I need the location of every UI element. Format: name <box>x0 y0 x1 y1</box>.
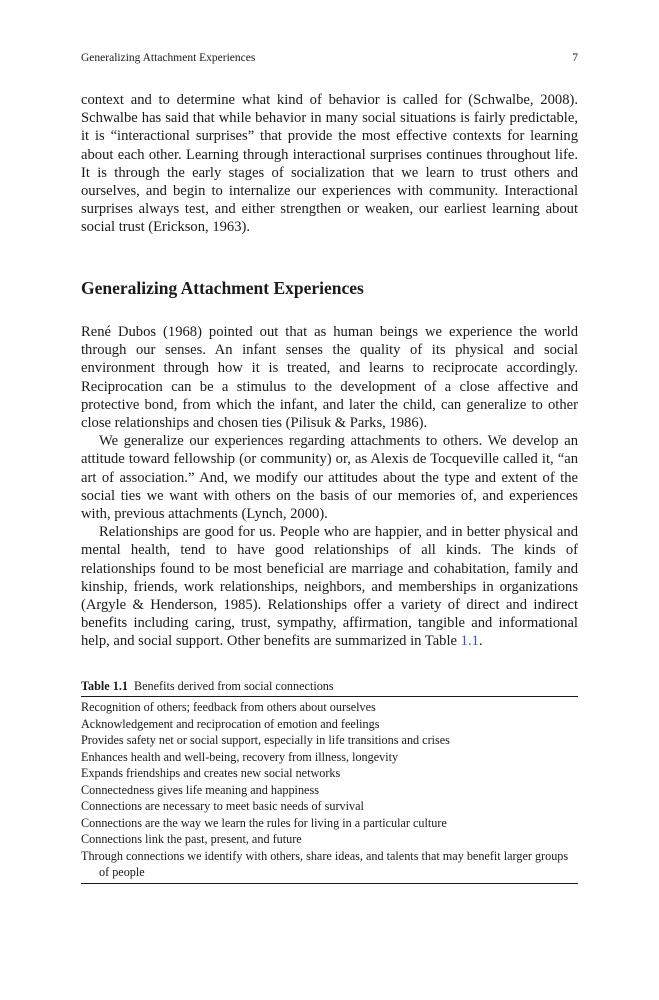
table-row: Recognition of others; feedback from others about ourselves <box>81 700 376 714</box>
table-reference-link[interactable]: 1.1 <box>460 633 479 650</box>
paragraph-4-end: . <box>478 633 483 650</box>
table-rows <box>81 697 578 884</box>
paragraph-3: We generalize our experiences regarding attachments to others. We develop an attitude toward fellowship (or community) or, as Alexis de Tocqueville called it, “an art of association.” And, we modify our attitudes about the type and extent of the social ties we want with others on the basis of our memories of, and experiences with, previous attachments (Lynch, 2000). <box>81 433 578 523</box>
table-row: Through connections we identify with others, share ideas, and talents that may benefit larger groups of people <box>81 848 569 879</box>
table-row: Enhances health and well-being, recovery from illness, longevity <box>81 749 399 764</box>
table-label: Table 1.1 <box>81 679 128 693</box>
section-body <box>81 323 578 651</box>
paragraph-4 <box>81 523 578 650</box>
table-caption <box>81 679 578 697</box>
paragraph-4-text: Relationships are good for us. People who are happier, and in better physical and mental health, tend to have good relationships of all kinds. The kinds of relationships found to be most beneficial are marriage and cohabitation, family and kinship, friends, work relationships, neighbors, and memberships in organizations (Argyle & Henderson, 1985). Relationships offer a variety of direct and indirect benefits including caring, trust, sympathy, affirmation, tangible and informational help, and social support. Other benefits are summarized in Table <box>81 524 578 650</box>
table-row: Connections are necessary to meet basic needs of survival <box>81 799 364 813</box>
running-head <box>81 52 578 64</box>
table-caption-text: Benefits derived from social connections <box>133 679 334 693</box>
section-heading: Generalizing Attachment Experiences <box>81 278 364 298</box>
table-row: Connectedness gives life meaning and happiness <box>81 782 319 797</box>
table-row: Acknowledgement and reciprocation of emotion and feelings <box>81 716 380 731</box>
paragraph-2: René Dubos (1968) pointed out that as human beings we experience the world through our senses. An infant senses the quality of its physical and social environment through how it is treated, and learns to reciprocate accordingly. Reciprocation can be a stimulus to the development of a close affective and protective bond, from which the infant, and later the child, can generalize to other close relationships and chosen ties (Pilisuk & Parks, 1986). <box>81 324 578 432</box>
table-row: Expands friendships and creates new social networks <box>81 766 341 780</box>
table-1-1 <box>81 679 578 884</box>
table-row: Connections link the past, present, and future <box>81 832 302 846</box>
page-number: 7 <box>572 52 578 64</box>
table-row: Connections are the way we learn the rules for living in a particular culture <box>81 815 447 830</box>
paragraph-1: context and to determine what kind of behavior is called for (Schwalbe, 2008). Schwalbe has said that while behavior in many social situations is fairly predictable, it is “interactional surprises” that provide the most effective contexts for learning about each other. Learning through interactional surprises continues throughout life. It is through the early stages of socialization that we learn to trust others and ourselves, and begin to internalize our experiences with community. Interactional surprises always test, and either strengthen or weaken, our earliest learning about social trust (Erickson, 1963). <box>81 92 578 236</box>
running-head-title: Generalizing Attachment Experiences <box>81 52 256 64</box>
table-row: Provides safety net or social support, especially in life transitions and crises <box>81 733 450 747</box>
